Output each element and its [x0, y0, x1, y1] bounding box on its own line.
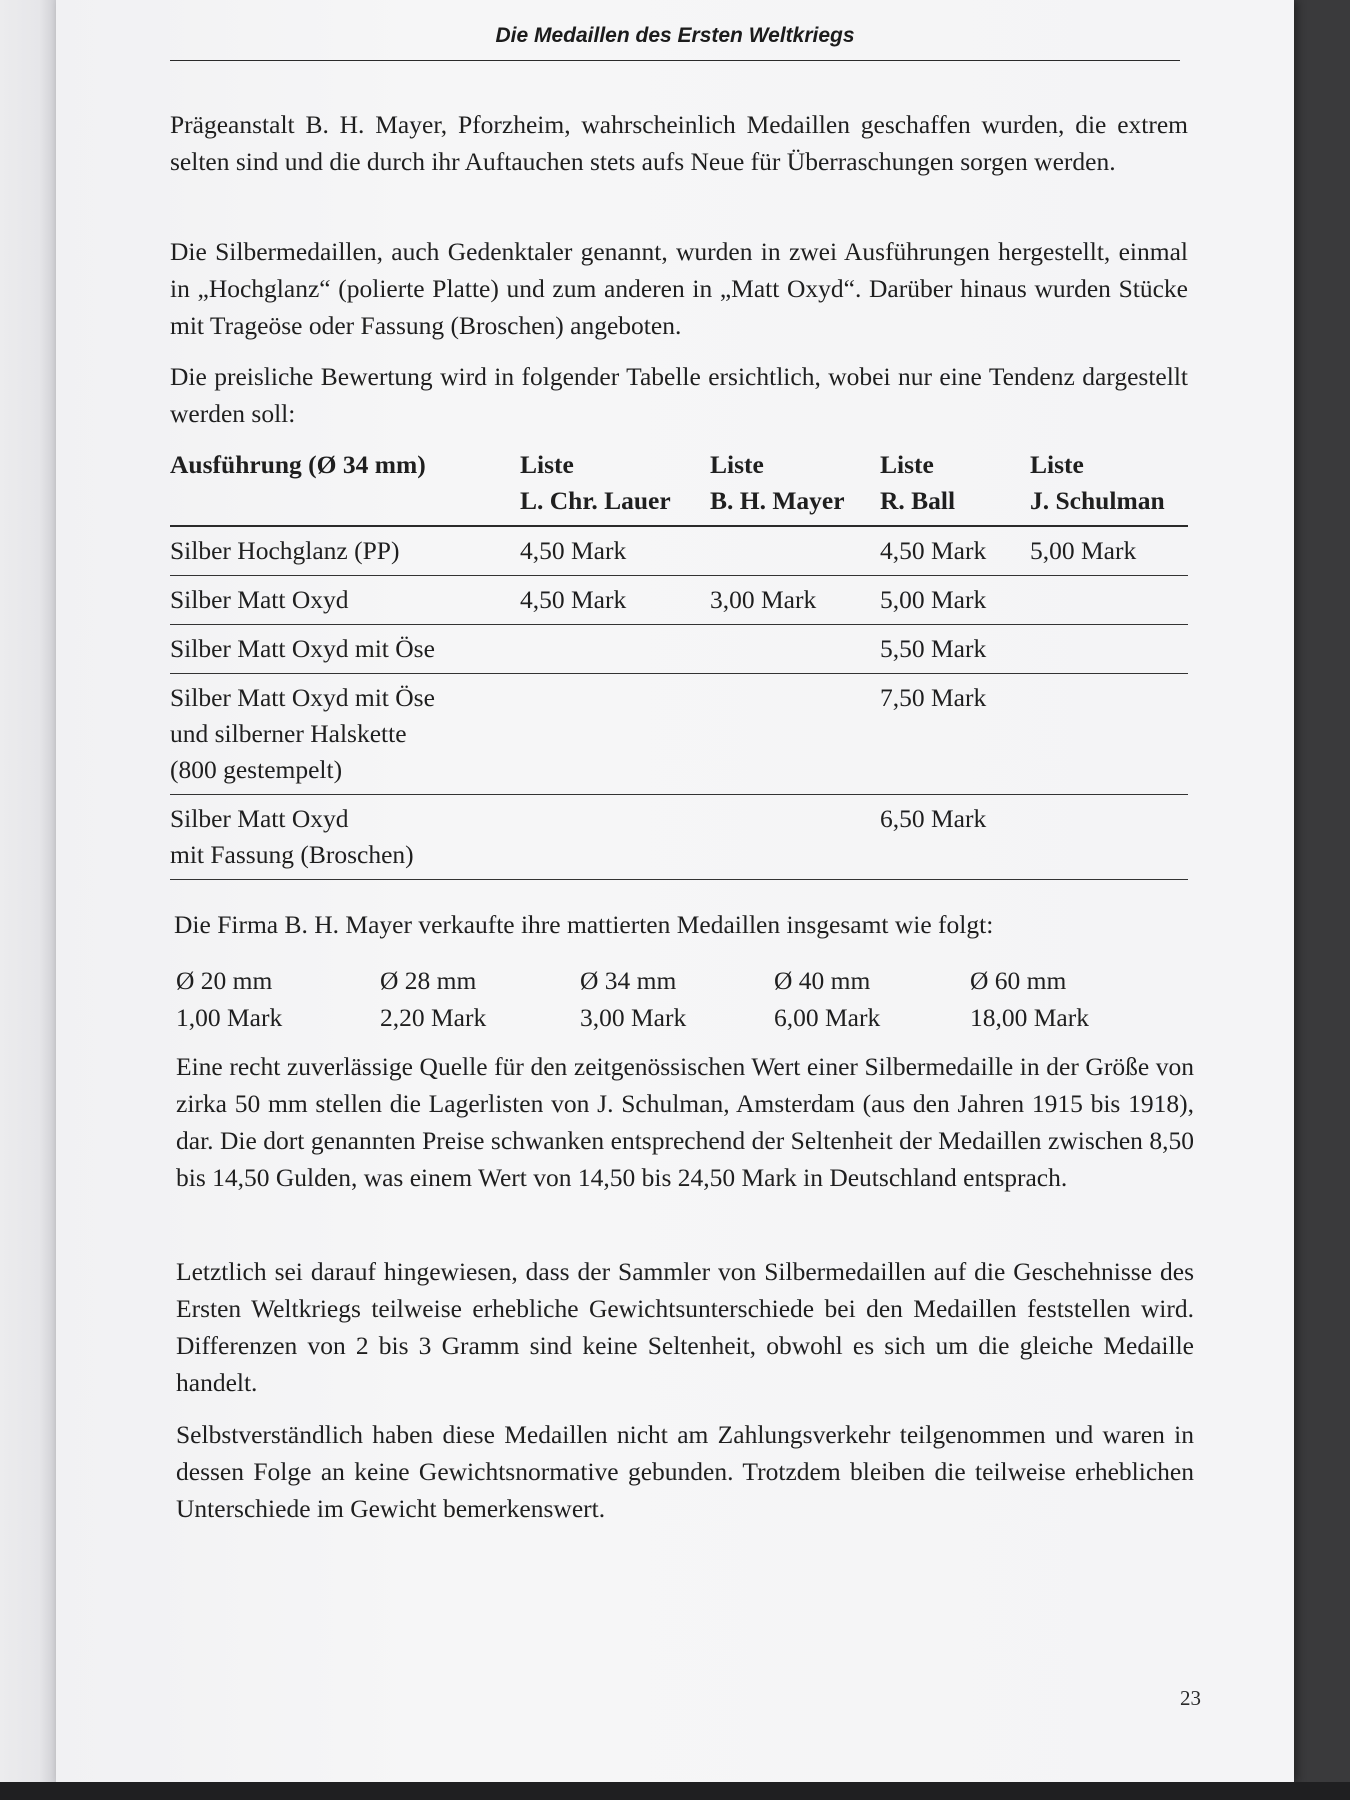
header-variant: [170, 447, 520, 526]
cell-lauer: [520, 795, 710, 880]
page-number: 23: [1180, 1686, 1201, 1710]
price-table-header-row: [170, 447, 1188, 526]
header-schulman-line2: J. Schulman: [1030, 486, 1165, 515]
header-lauer: [520, 447, 710, 526]
variant-line: Silber Matt Oxyd mit Öse: [170, 634, 435, 663]
header-schulman-line1: Liste: [1030, 450, 1084, 479]
variant-line: und silberner Halskette: [170, 719, 407, 748]
page-bottom-edge: [0, 1782, 1350, 1800]
size-item: [580, 962, 774, 1036]
header-mayer-line2: B. H. Mayer: [710, 486, 845, 515]
cell-schulman: [1030, 625, 1188, 674]
header-ball: [880, 447, 1030, 526]
size-diameter: Ø 40 mm: [774, 966, 871, 995]
table-row: [170, 674, 1188, 795]
variant-line: (800 gestempelt): [170, 755, 343, 784]
paragraph-payment-note: Selbstverständlich haben diese Medaillen nicht am Zahlungsverkehr teilgenommen und waren in dessen Folge an keine Gewichtsnormative gebunden. Trotzdem bleiben die teilweise erheblichen Unterschiede im Gewicht bemerkenswert.: [176, 1420, 1194, 1523]
header-lauer-line1: Liste: [520, 450, 574, 479]
running-header-title: Die Medaillen des Ersten Weltkriegs: [495, 24, 855, 47]
size-diameter: Ø 60 mm: [970, 966, 1067, 995]
cell-lauer: [520, 625, 710, 674]
cell-mayer: [710, 625, 880, 674]
header-rule: [170, 60, 1180, 61]
cell-variant: [170, 526, 520, 576]
facing-page-edge: [0, 0, 56, 1800]
cell-lauer: 4,50 Mark: [520, 576, 710, 625]
cell-schulman: [1030, 674, 1188, 795]
cell-mayer: [710, 526, 880, 576]
size-item: [380, 962, 580, 1036]
paragraph-silver-variants: Die Silbermedaillen, auch Gedenktaler genannt, wurden in zwei Ausführungen hergestellt, einmal in „Hochglanz“ (polierte Platte) und zum anderen in „Matt Oxyd“. Darüber hinaus wurden Stücke mit Trageöse oder Fassung (Broschen) angeboten.: [170, 237, 1188, 340]
size-item: [176, 962, 380, 1036]
cell-schulman: 5,00 Mark: [1030, 526, 1188, 576]
size-item: [970, 962, 1170, 1036]
table-row: [170, 576, 1188, 625]
cell-schulman: [1030, 576, 1188, 625]
cell-ball: 7,50 Mark: [880, 674, 1030, 795]
cell-variant: [170, 795, 520, 880]
size-price: 18,00 Mark: [970, 1003, 1089, 1032]
table-row: [170, 526, 1188, 576]
size-item: [774, 962, 970, 1036]
cell-ball: 5,50 Mark: [880, 625, 1030, 674]
cell-mayer: [710, 795, 880, 880]
cell-mayer: [710, 674, 880, 795]
size-price: 2,20 Mark: [380, 1003, 487, 1032]
variant-line: Silber Matt Oxyd mit Öse: [170, 683, 435, 712]
size-price: 1,00 Mark: [176, 1003, 283, 1032]
cell-ball: 5,00 Mark: [880, 576, 1030, 625]
table-row: [170, 795, 1188, 880]
variant-line: Silber Matt Oxyd: [170, 804, 349, 833]
variant-line: Silber Matt Oxyd: [170, 585, 349, 614]
variant-line: mit Fassung (Broschen): [170, 840, 414, 869]
size-diameter: Ø 20 mm: [176, 966, 273, 995]
cell-variant: [170, 625, 520, 674]
size-diameter: Ø 34 mm: [580, 966, 677, 995]
size-price-list: [176, 962, 1176, 1036]
cell-schulman: [1030, 795, 1188, 880]
header-variant-label: Ausführung (Ø 34 mm): [170, 450, 426, 479]
cell-variant: [170, 674, 520, 795]
cell-variant: [170, 576, 520, 625]
header-ball-line1: Liste: [880, 450, 934, 479]
header-ball-line2: R. Ball: [880, 486, 956, 515]
cell-mayer: 3,00 Mark: [710, 576, 880, 625]
size-diameter: Ø 28 mm: [380, 966, 477, 995]
size-price: 6,00 Mark: [774, 1003, 881, 1032]
header-mayer-line1: Liste: [710, 450, 764, 479]
cell-lauer: 4,50 Mark: [520, 526, 710, 576]
size-price: 3,00 Mark: [580, 1003, 687, 1032]
header-mayer: [710, 447, 880, 526]
header-schulman: [1030, 447, 1188, 526]
variant-line: Silber Hochglanz (PP): [170, 536, 400, 565]
cell-lauer: [520, 674, 710, 795]
paragraph-intro: Prägeanstalt B. H. Mayer, Pforzheim, wahrscheinlich Medaillen geschaffen wurden, die extrem selten sind und die durch ihr Auftauchen stets aufs Neue für Überraschungen sorgen werden.: [170, 110, 1188, 176]
cell-ball: 4,50 Mark: [880, 526, 1030, 576]
paragraph-price-intro: Die preisliche Bewertung wird in folgender Tabelle ersichtlich, wobei nur eine Tendenz dargestellt werden soll:: [170, 362, 1188, 428]
price-table: [170, 447, 1188, 880]
paragraph-weight-differences: Letztlich sei darauf hingewiesen, dass der Sammler von Silbermedaillen auf die Geschehnisse des Ersten Weltkriegs teilweise erhebliche Gewichtsunterschiede bei den Medaillen feststellen wird. Differenzen von 2 bis 3 Gramm sind keine Seltenheit, obwohl es sich um die gleiche Medaille handelt.: [176, 1257, 1194, 1397]
table-row: [170, 625, 1188, 674]
paragraph-mayer-sales: Die Firma B. H. Mayer verkaufte ihre mattierten Medaillen insgesamt wie folgt:: [174, 910, 994, 939]
paragraph-schulman-source: Eine recht zuverlässige Quelle für den zeitgenössischen Wert einer Silbermedaille in der Größe von zirka 50 mm stellen die Lagerlisten von J. Schulman, Amsterdam (aus den Jahren 1915 bis 1918), dar. Die dort genannten Preise schwanken entsprechend der Seltenheit der Medaillen zwischen 8,50 bis 14,50 Gulden, was einem Wert von 14,50 bis 24,50 Mark in Deutschland entsprach.: [176, 1052, 1194, 1192]
header-lauer-line2: L. Chr. Lauer: [520, 486, 671, 515]
cell-ball: 6,50 Mark: [880, 795, 1030, 880]
